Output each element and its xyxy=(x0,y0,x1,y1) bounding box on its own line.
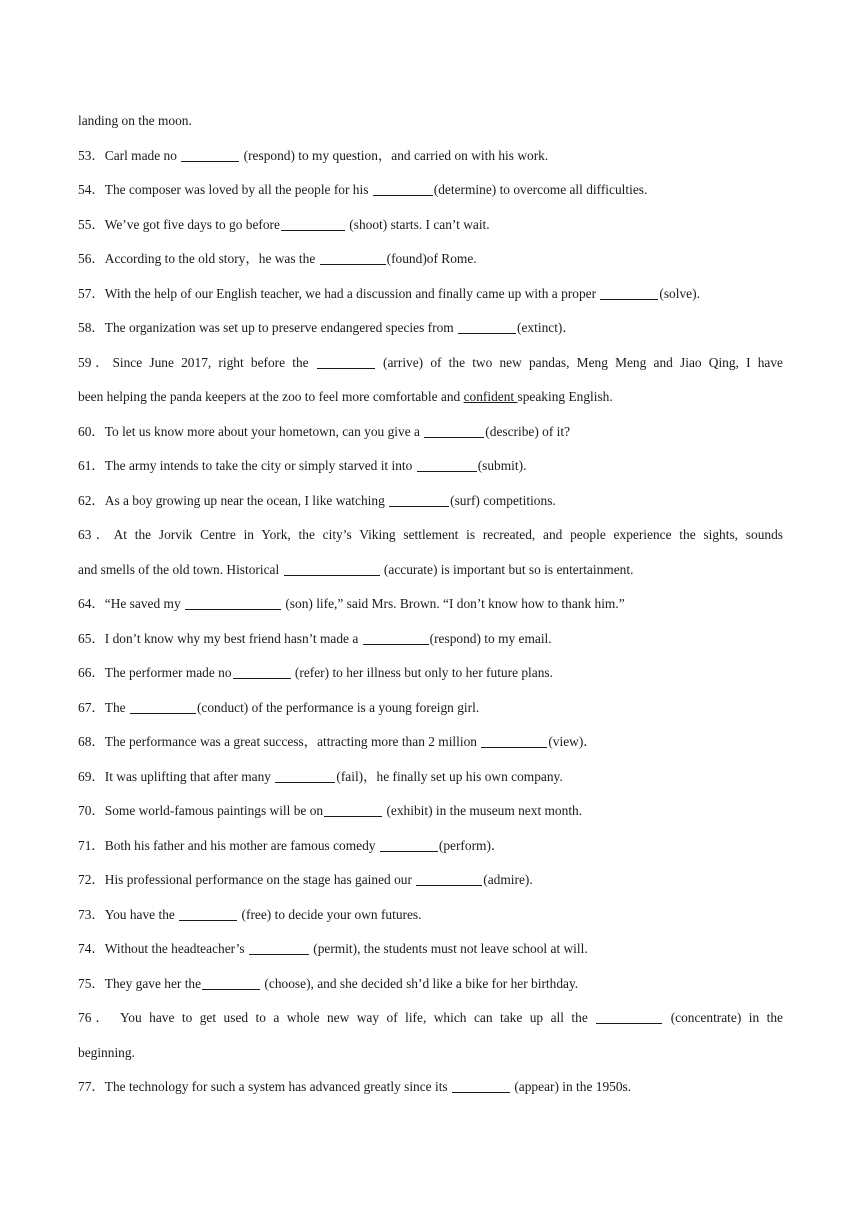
answer-blank[interactable] xyxy=(416,872,482,886)
answer-blank[interactable] xyxy=(284,561,380,575)
answer-blank[interactable] xyxy=(317,354,375,368)
question-text: (appear) in the 1950s. xyxy=(510,1079,632,1094)
answer-blank[interactable] xyxy=(130,699,196,713)
question-line-q57 xyxy=(78,277,783,312)
question-line-q61 xyxy=(78,449,783,484)
question-text: 66．The performer made no xyxy=(78,665,232,680)
question-line-cont-52 xyxy=(78,104,783,139)
question-text: (exhibit) in the museum next month. xyxy=(383,803,583,818)
question-line-q58 xyxy=(78,311,783,346)
question-line-q72 xyxy=(78,863,783,898)
question-line-q75 xyxy=(78,967,783,1002)
question-text: (choose), and she decided sh’d like a bike for her birthday. xyxy=(261,975,579,991)
answer-blank[interactable] xyxy=(452,1079,510,1093)
question-line-q63b xyxy=(78,553,783,588)
question-text: 56．According to the old story，he was the xyxy=(78,251,319,266)
question-text: 57．With the help of our English teacher, we had a discussion and finally came up with a proper xyxy=(78,285,600,301)
question-text: (accurate) is important but so is entertainment. xyxy=(380,561,634,577)
question-text: (respond) to my email. xyxy=(429,630,552,646)
underlined-answer: confident xyxy=(463,389,518,404)
question-line-q62 xyxy=(78,484,783,519)
question-line-q53 xyxy=(78,139,783,174)
question-text: (solve). xyxy=(659,285,700,301)
answer-blank[interactable] xyxy=(596,1010,662,1024)
question-text: and smells of the old town. Historical xyxy=(78,561,283,577)
answer-blank[interactable] xyxy=(185,596,281,610)
question-line-q71 xyxy=(78,829,783,864)
question-text: 63．At the Jorvik Centre in York, the city’s Viking settlement is recreated, and people experience the sights, sounds xyxy=(78,527,783,542)
question-text: 53．Carl made no xyxy=(78,147,181,163)
question-text: 74．Without the headteacher’s xyxy=(78,941,248,956)
question-line-q70 xyxy=(78,794,783,829)
question-text: (found)of Rome. xyxy=(386,251,477,266)
question-text: (surf) competitions. xyxy=(450,492,556,508)
question-text: (perform)． xyxy=(438,837,505,853)
question-text: 62．As a boy growing up near the ocean, I like watching xyxy=(78,492,389,508)
question-line-q59a xyxy=(78,346,783,381)
question-text: 54．The composer was loved by all the people for his xyxy=(78,182,372,197)
question-text: (submit). xyxy=(477,458,527,473)
question-line-q66 xyxy=(78,656,783,691)
question-line-q68 xyxy=(78,725,783,760)
question-text: 70．Some world-famous paintings will be on xyxy=(78,803,324,818)
question-text: 72．His professional performance on the stage has gained our xyxy=(78,872,416,887)
question-text: (conduct) of the performance is a young foreign girl. xyxy=(196,699,480,715)
question-text: (son) life,” said Mrs. Brown. “I don’t know how to thank him.” xyxy=(281,596,625,611)
answer-blank[interactable] xyxy=(363,630,429,644)
question-text: (fail)，he finally set up his own company. xyxy=(336,768,563,784)
answer-blank[interactable] xyxy=(458,320,516,334)
question-text: (respond) to my question，and carried on with his work. xyxy=(240,147,549,163)
question-text: 55．We’ve got five days to go before xyxy=(78,216,280,232)
question-text: (describe) of it? xyxy=(485,423,571,439)
answer-blank[interactable] xyxy=(380,837,438,851)
question-line-q63a xyxy=(78,518,783,553)
worksheet-page xyxy=(78,104,783,1105)
answer-blank[interactable] xyxy=(324,803,382,817)
question-text: been helping the panda keepers at the zoo to feel more comfortable and xyxy=(78,389,464,404)
answer-blank[interactable] xyxy=(481,734,547,748)
answer-blank[interactable] xyxy=(417,458,477,472)
answer-blank[interactable] xyxy=(281,216,345,230)
question-text: 61．The army intends to take the city or simply starved it into xyxy=(78,458,416,473)
question-text: (refer) to her illness but only to her future plans. xyxy=(291,665,553,680)
question-line-q67 xyxy=(78,691,783,726)
question-line-q56 xyxy=(78,242,783,277)
answer-blank[interactable] xyxy=(179,906,237,920)
question-text: 68．The performance was a great success，attracting more than 2 million xyxy=(78,734,481,749)
question-text: 64．“He saved my xyxy=(78,596,184,611)
answer-blank[interactable] xyxy=(202,975,260,989)
question-text: 59．Since June 2017, right before the xyxy=(78,354,316,370)
answer-blank[interactable] xyxy=(320,251,386,265)
question-line-q77 xyxy=(78,1070,783,1105)
answer-blank[interactable] xyxy=(233,665,291,679)
answer-blank[interactable] xyxy=(389,492,449,506)
question-text: 69．It was uplifting that after many xyxy=(78,768,275,784)
question-text: (admire). xyxy=(483,872,533,887)
question-line-q76b xyxy=(78,1036,783,1071)
question-text: 65．I don’t know why my best friend hasn’t made a xyxy=(78,630,362,646)
answer-blank[interactable] xyxy=(275,768,335,782)
question-line-q55 xyxy=(78,208,783,243)
answer-blank[interactable] xyxy=(181,147,239,161)
question-line-q69 xyxy=(78,760,783,795)
question-text: 75．They gave her the xyxy=(78,975,202,991)
question-text: (shoot) starts. I can’t wait. xyxy=(345,216,490,232)
answer-blank[interactable] xyxy=(249,941,309,955)
question-line-q65 xyxy=(78,622,783,657)
question-text: 71．Both his father and his mother are famous comedy xyxy=(78,837,379,853)
question-text: (extinct)． xyxy=(517,320,576,335)
question-text: (concentrate) in the xyxy=(663,1010,783,1025)
question-text: (determine) to overcome all difficulties. xyxy=(433,182,648,197)
question-text: (free) to decide your own futures. xyxy=(238,906,422,922)
question-text: (arrive) of the two new pandas, Meng Meng and Jiao Qing, I have xyxy=(375,354,783,370)
answer-blank[interactable] xyxy=(373,182,433,196)
question-line-q64 xyxy=(78,587,783,622)
question-line-q59b xyxy=(78,380,783,415)
question-text: 73．You have the xyxy=(78,906,179,922)
question-text: 77．The technology for such a system has advanced greatly since its xyxy=(78,1079,451,1094)
question-text: 76． You have to get used to a whole new way of life, which can take up all the xyxy=(78,1010,596,1025)
question-text: landing on the moon. xyxy=(78,113,192,128)
question-line-q73 xyxy=(78,898,783,933)
question-text: 60．To let us know more about your hometown, can you give a xyxy=(78,423,424,439)
answer-blank[interactable] xyxy=(424,423,484,437)
question-text: 58．The organization was set up to preserve endangered species from xyxy=(78,320,458,335)
question-line-q60 xyxy=(78,415,783,450)
question-text: beginning. xyxy=(78,1044,135,1060)
question-line-q54 xyxy=(78,173,783,208)
question-text: (permit), the students must not leave school at will. xyxy=(309,941,588,956)
question-line-q74 xyxy=(78,932,783,967)
answer-blank[interactable] xyxy=(600,285,658,299)
question-text: speaking English. xyxy=(517,389,613,404)
question-text: (view)． xyxy=(548,734,597,749)
question-text: 67．The xyxy=(78,699,129,715)
question-line-q76a xyxy=(78,1001,783,1036)
